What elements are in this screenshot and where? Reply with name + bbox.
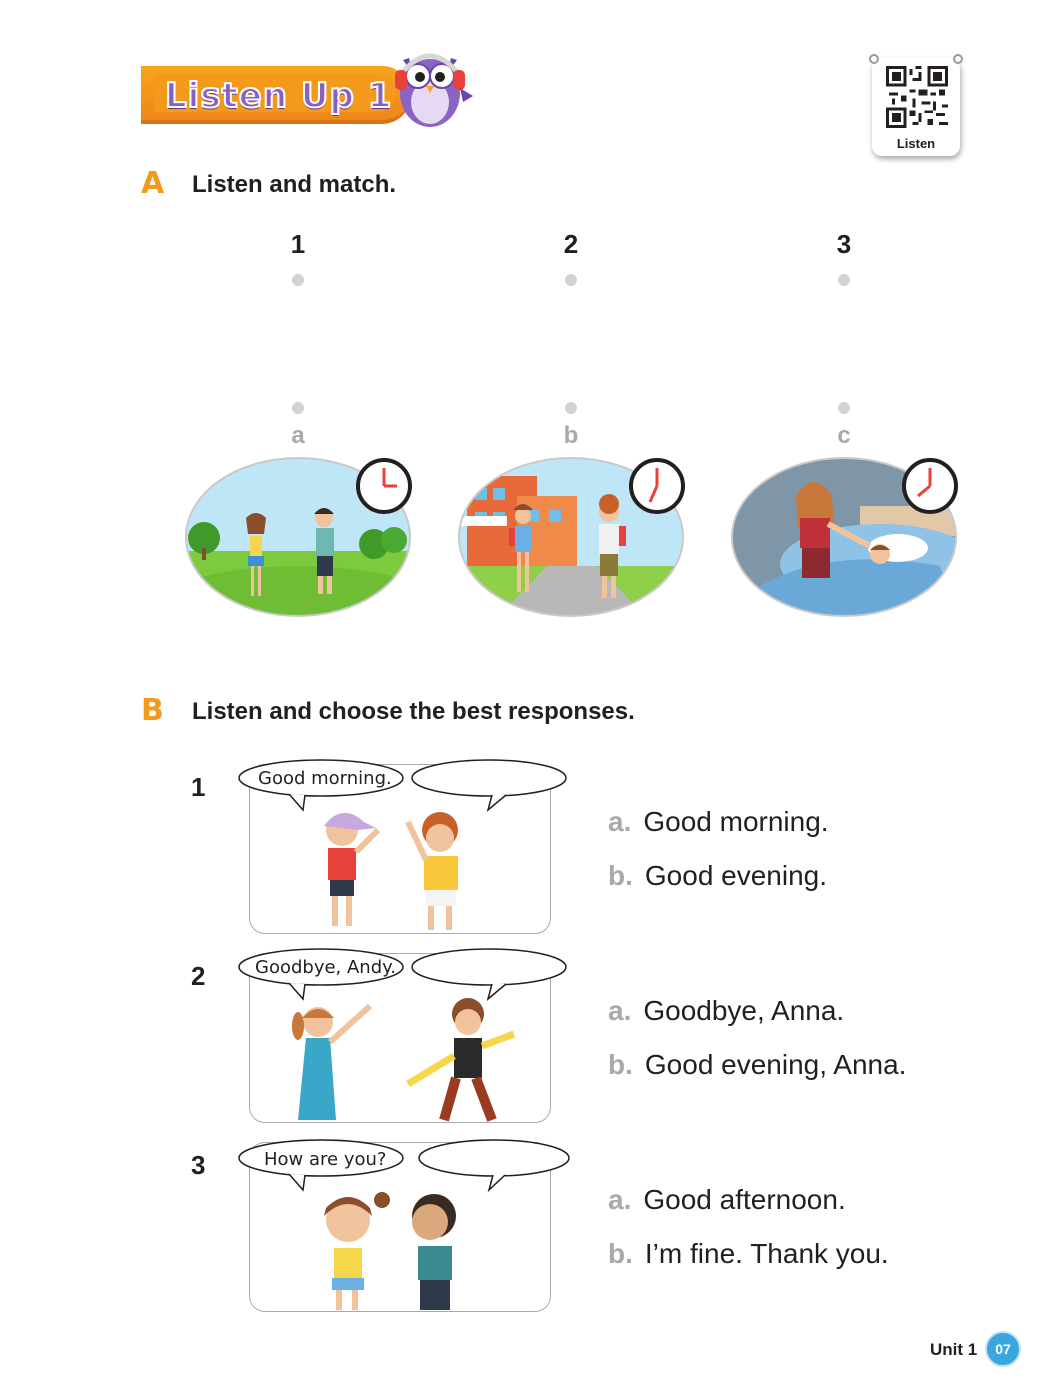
speech-bubble-text-3: How are you? [264, 1149, 387, 1170]
qr-label: Listen [896, 136, 936, 151]
option-letter-1b: b. [608, 860, 633, 891]
option-letter-2b: b. [608, 1049, 633, 1080]
option-text-2a: Goodbye, Anna. [643, 995, 845, 1026]
option-text-3a: Good afternoon. [643, 1184, 846, 1215]
match-number-1: 1 [290, 229, 306, 259]
option-2a[interactable] [608, 995, 844, 1027]
scene-b-school [457, 456, 685, 618]
section-a-letter: A [141, 166, 165, 201]
page-number-badge: 07 [985, 1331, 1021, 1367]
option-letter-2a: a. [608, 995, 632, 1026]
match-dot-bottom-b[interactable] [565, 402, 577, 414]
page-title: Listen Up 1 [165, 76, 393, 116]
qr-pin-left [869, 54, 879, 64]
option-letter-3a: a. [608, 1184, 632, 1215]
option-3a[interactable] [608, 1184, 846, 1216]
section-b-instruction: Listen and choose the best responses. [192, 698, 635, 725]
option-letter-3b: b. [608, 1238, 633, 1269]
speech-bubble-text-1: Good morning. [258, 768, 392, 789]
match-letter-b: b [563, 422, 579, 449]
speech-bubble-text-2: Goodbye, Andy. [255, 957, 396, 978]
match-number-2: 2 [563, 229, 579, 259]
option-1a[interactable] [608, 806, 829, 838]
match-dot-top-2[interactable] [565, 274, 577, 286]
question-number-3: 3 [191, 1150, 206, 1180]
unit-label: Unit 1 [930, 1340, 978, 1359]
qr-code-card[interactable] [872, 58, 960, 156]
match-number-3: 3 [836, 229, 852, 259]
children-talking-illustration-3 [300, 1186, 480, 1312]
empty-response-bubble-3[interactable] [417, 1138, 573, 1192]
qr-pin-right [953, 54, 963, 64]
match-letter-a: a [291, 422, 305, 449]
title-banner [141, 64, 421, 126]
option-text-1b: Good evening. [644, 860, 828, 891]
match-dot-top-1[interactable] [292, 274, 304, 286]
children-greeting-illustration-1 [298, 800, 498, 932]
qr-code-icon [886, 66, 948, 128]
section-b-letter: B [141, 693, 164, 728]
match-dot-top-3[interactable] [838, 274, 850, 286]
option-text-3b: I’m fine. Thank you. [644, 1238, 889, 1269]
match-dot-bottom-c[interactable] [838, 402, 850, 414]
scene-c-bedroom [730, 456, 958, 618]
option-letter-1a: a. [608, 806, 632, 837]
empty-response-bubble-2[interactable] [410, 947, 570, 1001]
option-text-1a: Good morning. [643, 806, 829, 837]
match-dot-bottom-a[interactable] [292, 402, 304, 414]
owl-mascot-icon [385, 38, 475, 130]
option-text-2b: Good evening, Anna. [644, 1049, 907, 1080]
match-letter-c: c [837, 422, 851, 449]
question-number-1: 1 [191, 772, 206, 802]
question-number-2: 2 [191, 961, 206, 991]
option-1b[interactable] [608, 860, 827, 892]
option-2b[interactable] [608, 1049, 906, 1081]
scene-a-park [184, 456, 412, 618]
option-3b[interactable] [608, 1238, 889, 1270]
section-a-instruction: Listen and match. [192, 171, 397, 198]
children-goodbye-illustration-2 [278, 996, 518, 1122]
